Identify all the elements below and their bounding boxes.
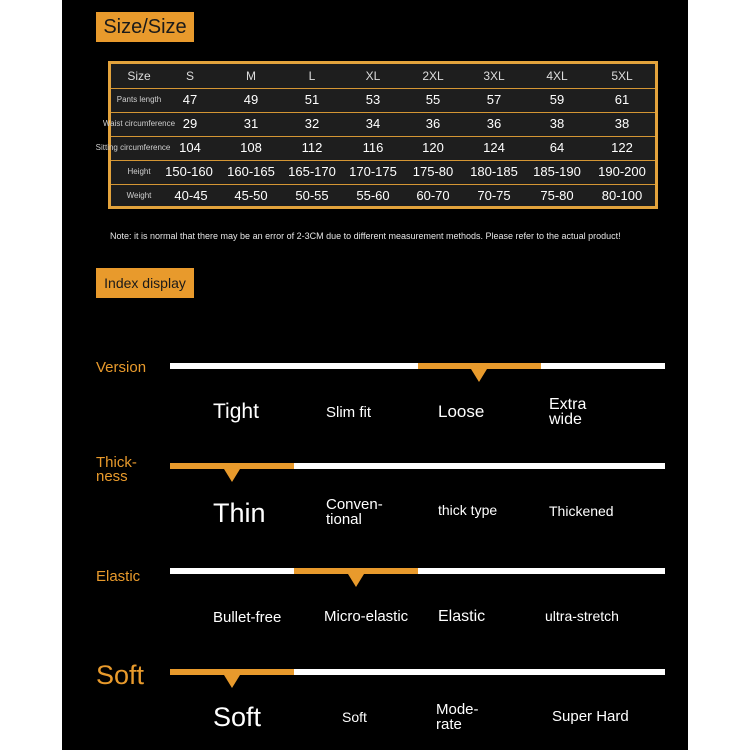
- column-header: M: [246, 69, 256, 83]
- table-cell: 38: [549, 116, 565, 131]
- table-cell: 49: [243, 92, 259, 107]
- product-info-panel: [62, 0, 688, 750]
- table-cell: 51: [304, 92, 320, 107]
- soft-option-super-hard: Super Hard: [552, 708, 629, 725]
- table-cell: 50-55: [295, 188, 329, 203]
- elastic-option-ultra-stretch: ultra-stretch: [545, 608, 619, 624]
- version-scale-bar: [170, 363, 665, 369]
- table-cell: 31: [243, 116, 259, 131]
- table-cell: 190-200: [598, 164, 646, 179]
- measurement-note: Note: it is normal that there may be an error of 2-3CM due to different measurement methods. Please refer to the actual product!: [110, 231, 621, 241]
- thickness-option-thick-type: thick type: [438, 502, 498, 518]
- version-indicator-arrow: [471, 369, 487, 382]
- table-cell: 70-75: [477, 188, 511, 203]
- table-cell: 116: [362, 140, 384, 155]
- table-cell: 34: [365, 116, 381, 131]
- column-header: Size: [127, 69, 151, 83]
- soft-label: Soft: [96, 660, 145, 690]
- column-header: XL: [365, 69, 381, 83]
- thickness-scale-bar: [170, 463, 665, 469]
- table-cell: 55-60: [356, 188, 390, 203]
- version-option-tight: Tight: [213, 400, 259, 423]
- table-cell: 61: [614, 92, 630, 107]
- elastic-option-micro-elastic: Micro-elastic: [324, 608, 409, 625]
- column-header: 2XL: [422, 69, 444, 83]
- table-cell: 38: [614, 116, 630, 131]
- index-section-title: Index display: [96, 268, 194, 298]
- table-cell: 124: [483, 140, 505, 155]
- column-header: 3XL: [483, 69, 505, 83]
- table-cell: 108: [240, 140, 262, 155]
- table-cell: 122: [611, 140, 633, 155]
- table-cell: 53: [365, 92, 381, 107]
- table-cell: 120: [422, 140, 444, 155]
- size-section-title: Size/Size: [96, 12, 194, 42]
- table-cell: 80-100: [601, 188, 643, 203]
- size-table: [95, 61, 658, 209]
- row-label: Height: [127, 167, 151, 176]
- column-header: S: [185, 69, 194, 83]
- row-label: Weight: [126, 191, 152, 200]
- soft-scale-bar: [170, 669, 665, 675]
- table-cell: 55: [425, 92, 441, 107]
- table-row: [102, 112, 655, 137]
- table-row: [95, 136, 655, 161]
- table-row: [111, 88, 655, 113]
- version-option-loose: Loose: [438, 402, 485, 421]
- table-cell: 170-175: [349, 164, 397, 179]
- table-cell: 160-165: [227, 164, 275, 179]
- row-label: Sitting circumference: [95, 143, 171, 152]
- table-cell: 75-80: [540, 188, 574, 203]
- table-cell: 150-160: [165, 164, 213, 179]
- elastic-label: Elastic: [96, 568, 141, 585]
- table-cell: 40-45: [174, 188, 208, 203]
- elastic-scale-bar: [170, 568, 665, 574]
- table-cell: 59: [549, 92, 565, 107]
- thickness-option-conventional: Conven-tional: [326, 496, 383, 528]
- version-label: Version: [96, 359, 147, 376]
- table-cell: 60-70: [416, 188, 450, 203]
- table-cell: 45-50: [234, 188, 268, 203]
- table-cell: 165-170: [288, 164, 336, 179]
- thickness-option-thickened: Thickened: [549, 503, 614, 519]
- table-cell: 57: [486, 92, 502, 107]
- table-cell: 36: [486, 116, 502, 131]
- table-cell: 36: [425, 116, 441, 131]
- thickness-indicator-arrow: [224, 469, 240, 482]
- table-row: [111, 184, 655, 208]
- column-header: L: [308, 69, 316, 83]
- elastic-option-bullet-free: Bullet-free: [213, 609, 282, 626]
- table-row: [111, 160, 655, 185]
- table-header-row: [111, 64, 655, 89]
- table-cell: 29: [182, 116, 198, 131]
- elastic-option-elastic: Elastic: [438, 608, 486, 625]
- table-cell: 47: [182, 92, 198, 107]
- soft-option-moderate: Mode-rate: [436, 701, 479, 733]
- table-cell: 104: [179, 140, 201, 155]
- table-cell: 175-80: [412, 164, 454, 179]
- soft-option-soft: Soft: [213, 702, 262, 732]
- table-cell: 64: [549, 140, 565, 155]
- column-header: 5XL: [611, 69, 633, 83]
- row-label: Pants length: [116, 95, 162, 104]
- soft-indicator-arrow: [224, 675, 240, 688]
- table-cell: 185-190: [533, 164, 581, 179]
- version-option-slim-fit: Slim fit: [326, 404, 371, 421]
- table-cell: 32: [304, 116, 320, 131]
- row-label: Waist circumference: [102, 119, 176, 128]
- elastic-indicator-arrow: [348, 574, 364, 587]
- thickness-label: Thick-ness: [96, 454, 137, 485]
- table-cell: 112: [301, 140, 323, 155]
- thickness-option-thin: Thin: [213, 498, 266, 528]
- version-option-extra-wide: Extra wide: [549, 396, 587, 428]
- soft-option-soft-secondary: Soft: [342, 709, 367, 725]
- table-cell: 180-185: [470, 164, 518, 179]
- column-header: 4XL: [546, 69, 568, 83]
